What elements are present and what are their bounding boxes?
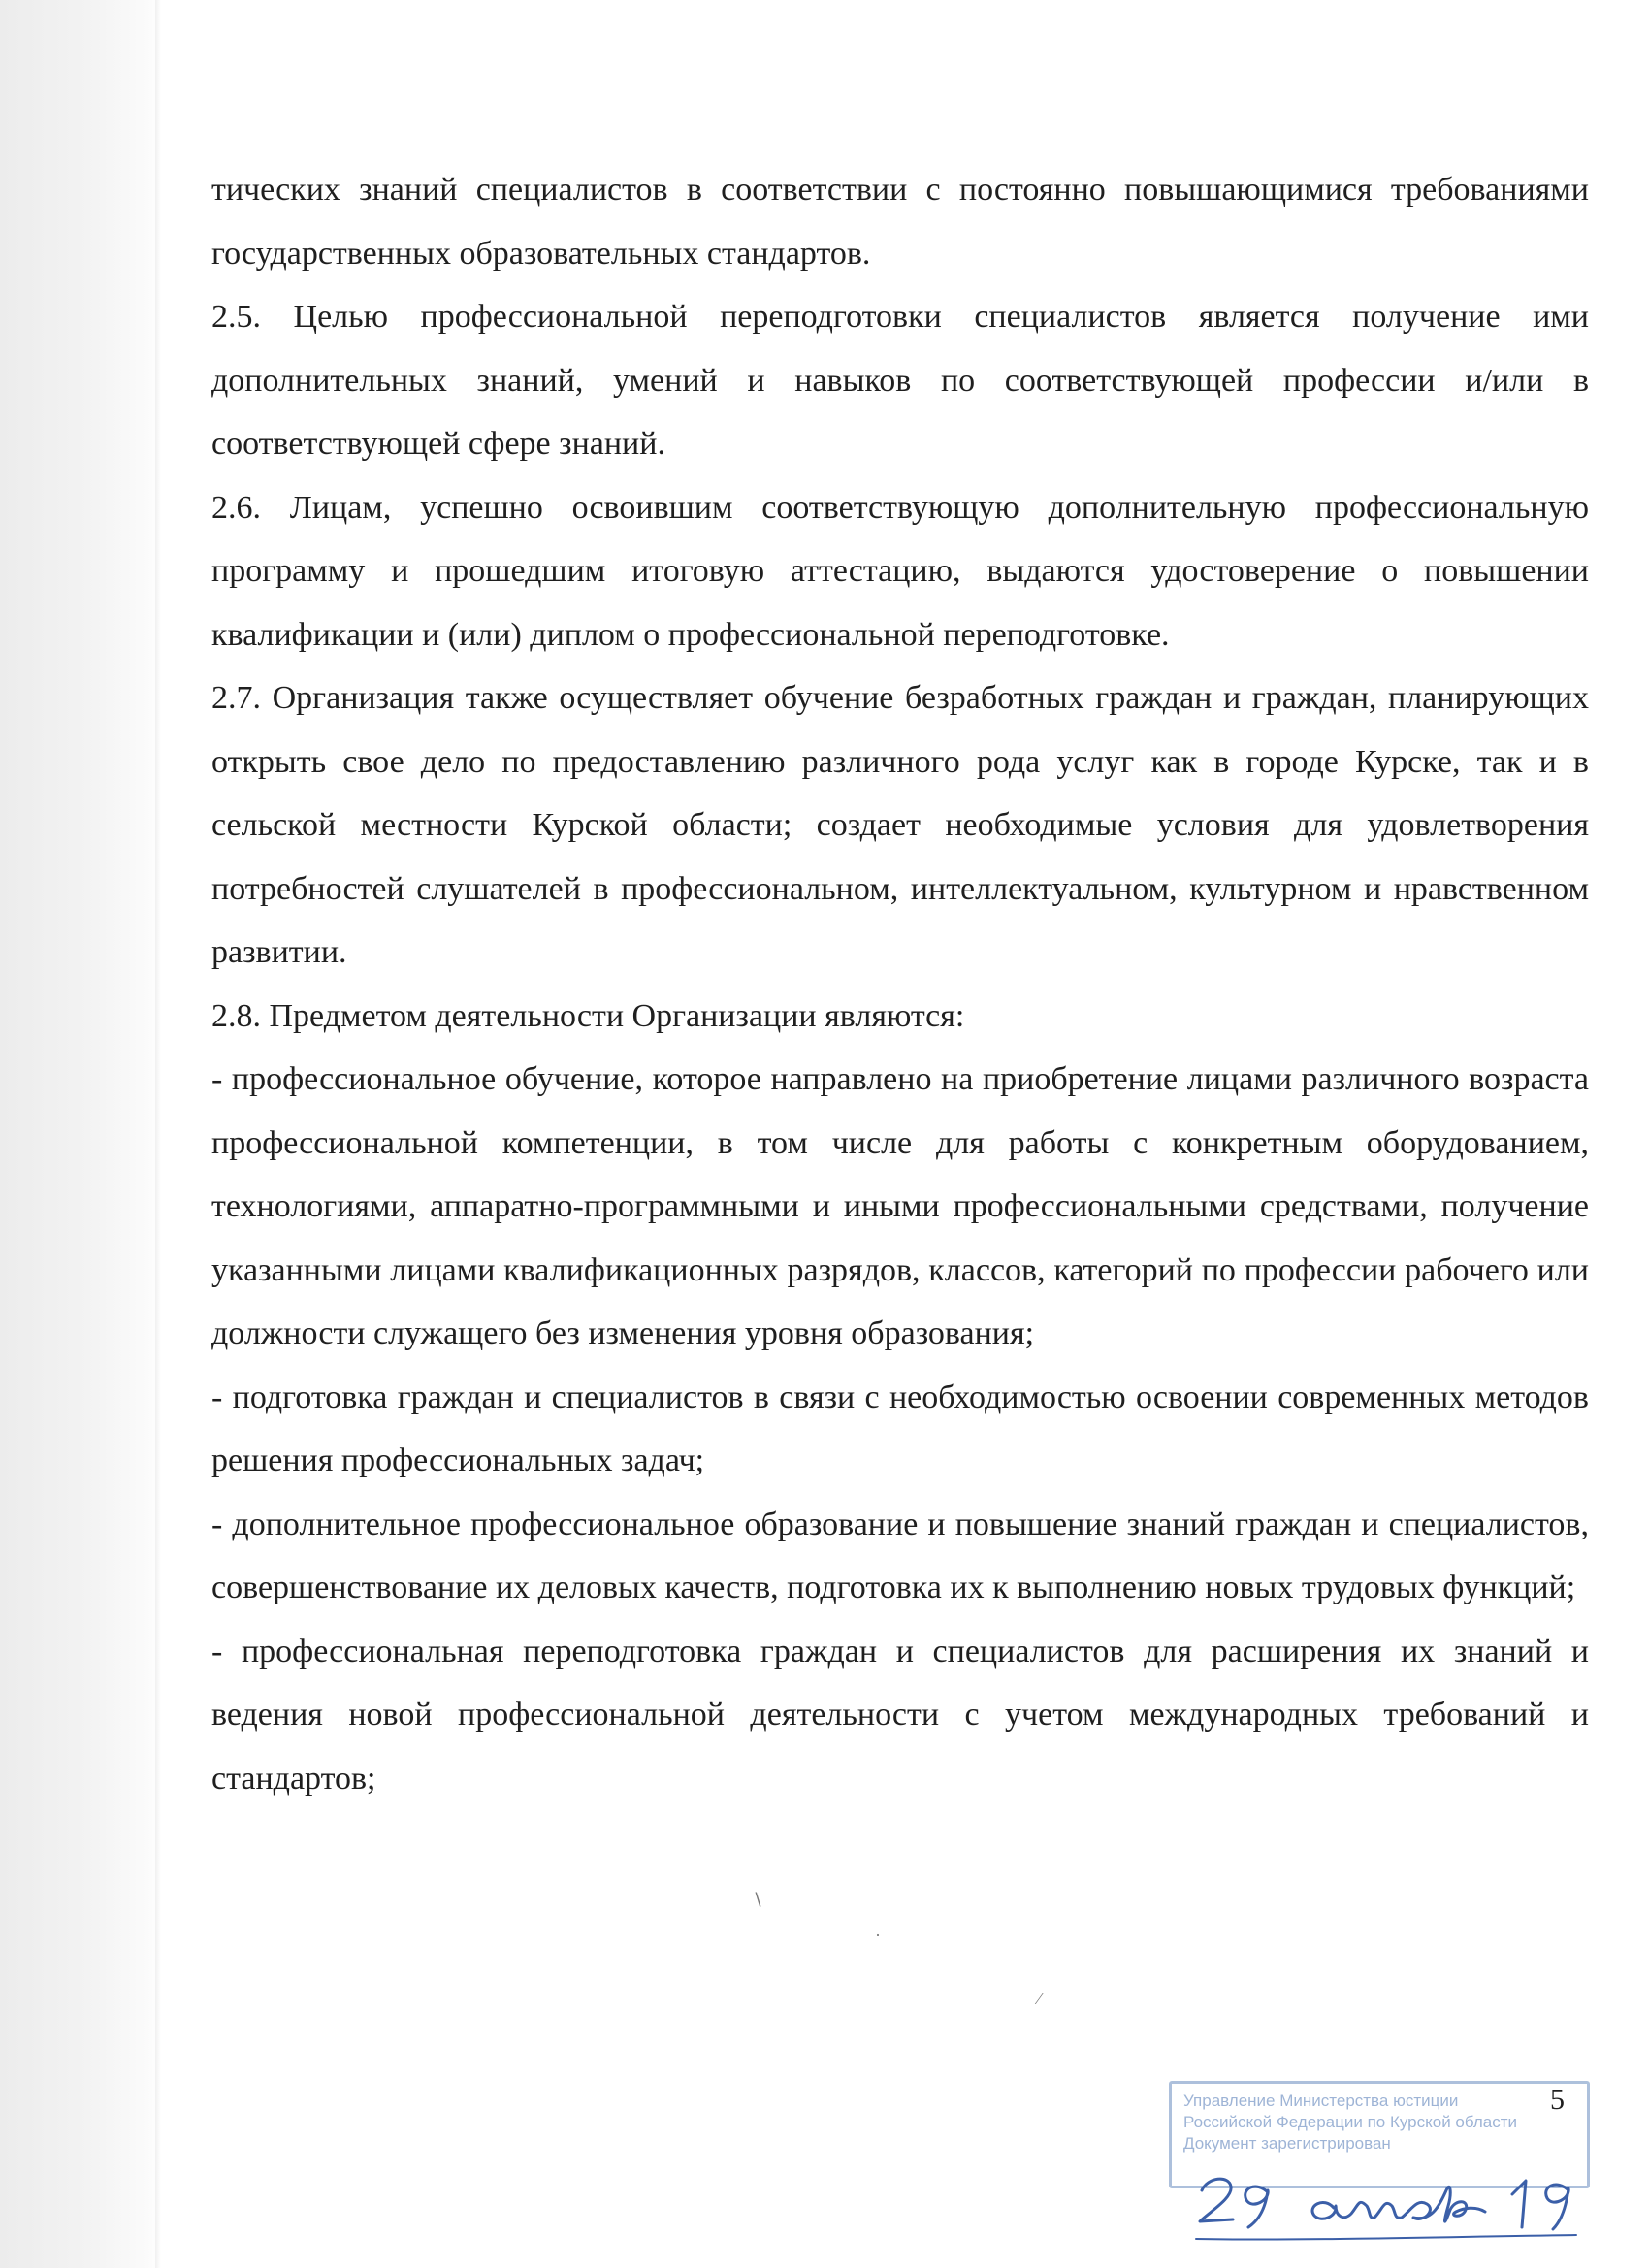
list-item-professional-training: - профессиональное обучение, которое направлено на приобретение лицами различного возраста профессиональной компетенции, в том числе для работы с конкретным оборудованием, технологиями, аппаратно-программными и иными профессиональными средствами, получение указанными лицами квалификационных разрядов, классов, категорий по профессии рабочего или должности служащего без изменения уровня образования; bbox=[211, 1061, 1589, 1351]
paragraph-2-6: 2.6. Лицам, успешно освоившим соответствующую дополнительную профессиональную программу и прошедшим итоговую аттестацию, выдаются удостоверение о повышении квалификации и (или) диплом о профессиональной переподготовке. bbox=[211, 489, 1589, 653]
stamp-line: Российской Федерации по Курской области bbox=[1183, 2113, 1518, 2131]
paragraph-2-8: 2.8. Предметом деятельности Организации являются: bbox=[211, 997, 965, 1034]
paragraph-2-7: 2.7. Организация также осуществляет обучение безработных граждан и граждан, планирующих открыть свое дело по предоставлению различного рода услуг как в городе Курске, так и в сельской местности Курской области; создает необходимые условия для удовлетворения потребностей слушателей в профессиональном, интеллектуальном, культурном и нравственном развитии. bbox=[211, 680, 1589, 970]
document-body bbox=[211, 158, 1589, 1810]
handwritten-date-signature bbox=[1188, 2152, 1586, 2249]
paragraph-2-5: 2.5. Целью профессиональной переподготовки специалистов является получение ими дополнительных знаний, умений и навыков по соответствующей профессии и/или в соответствующей сфере знаний. bbox=[211, 299, 1589, 462]
scan-speck: · bbox=[875, 1926, 881, 1945]
stamp-line: Документ зарегистрирован bbox=[1183, 2134, 1391, 2153]
paragraph-continuation: тических знаний специалистов в соответствии с постоянно повышающимися требованиями государственных образовательных стандартов. bbox=[211, 172, 1589, 272]
page-binding-shadow bbox=[0, 0, 160, 2268]
page-number: 5 bbox=[1550, 2084, 1565, 2116]
list-item-additional-education: - дополнительное профессиональное образование и повышение знаний граждан и специалистов, совершенствование их деловых качеств, подготовка их к выполнению новых трудовых функций; bbox=[211, 1506, 1589, 1605]
list-item-retraining: - профессиональная переподготовка граждан и специалистов для расширения их знаний и ведения новой профессиональной деятельности с учетом международных требований и стандартов; bbox=[211, 1633, 1589, 1797]
page-binding-edge bbox=[155, 0, 161, 2268]
scan-speck: ∖ bbox=[752, 1890, 763, 1909]
list-item-preparation: - подготовка граждан и специалистов в связи с необходимостью освоении современных методов решения профессиональных задач; bbox=[211, 1378, 1589, 1478]
scan-speck: ∕ bbox=[1038, 1989, 1042, 2008]
stamp-line: Управление Министерства юстиции bbox=[1183, 2091, 1459, 2110]
